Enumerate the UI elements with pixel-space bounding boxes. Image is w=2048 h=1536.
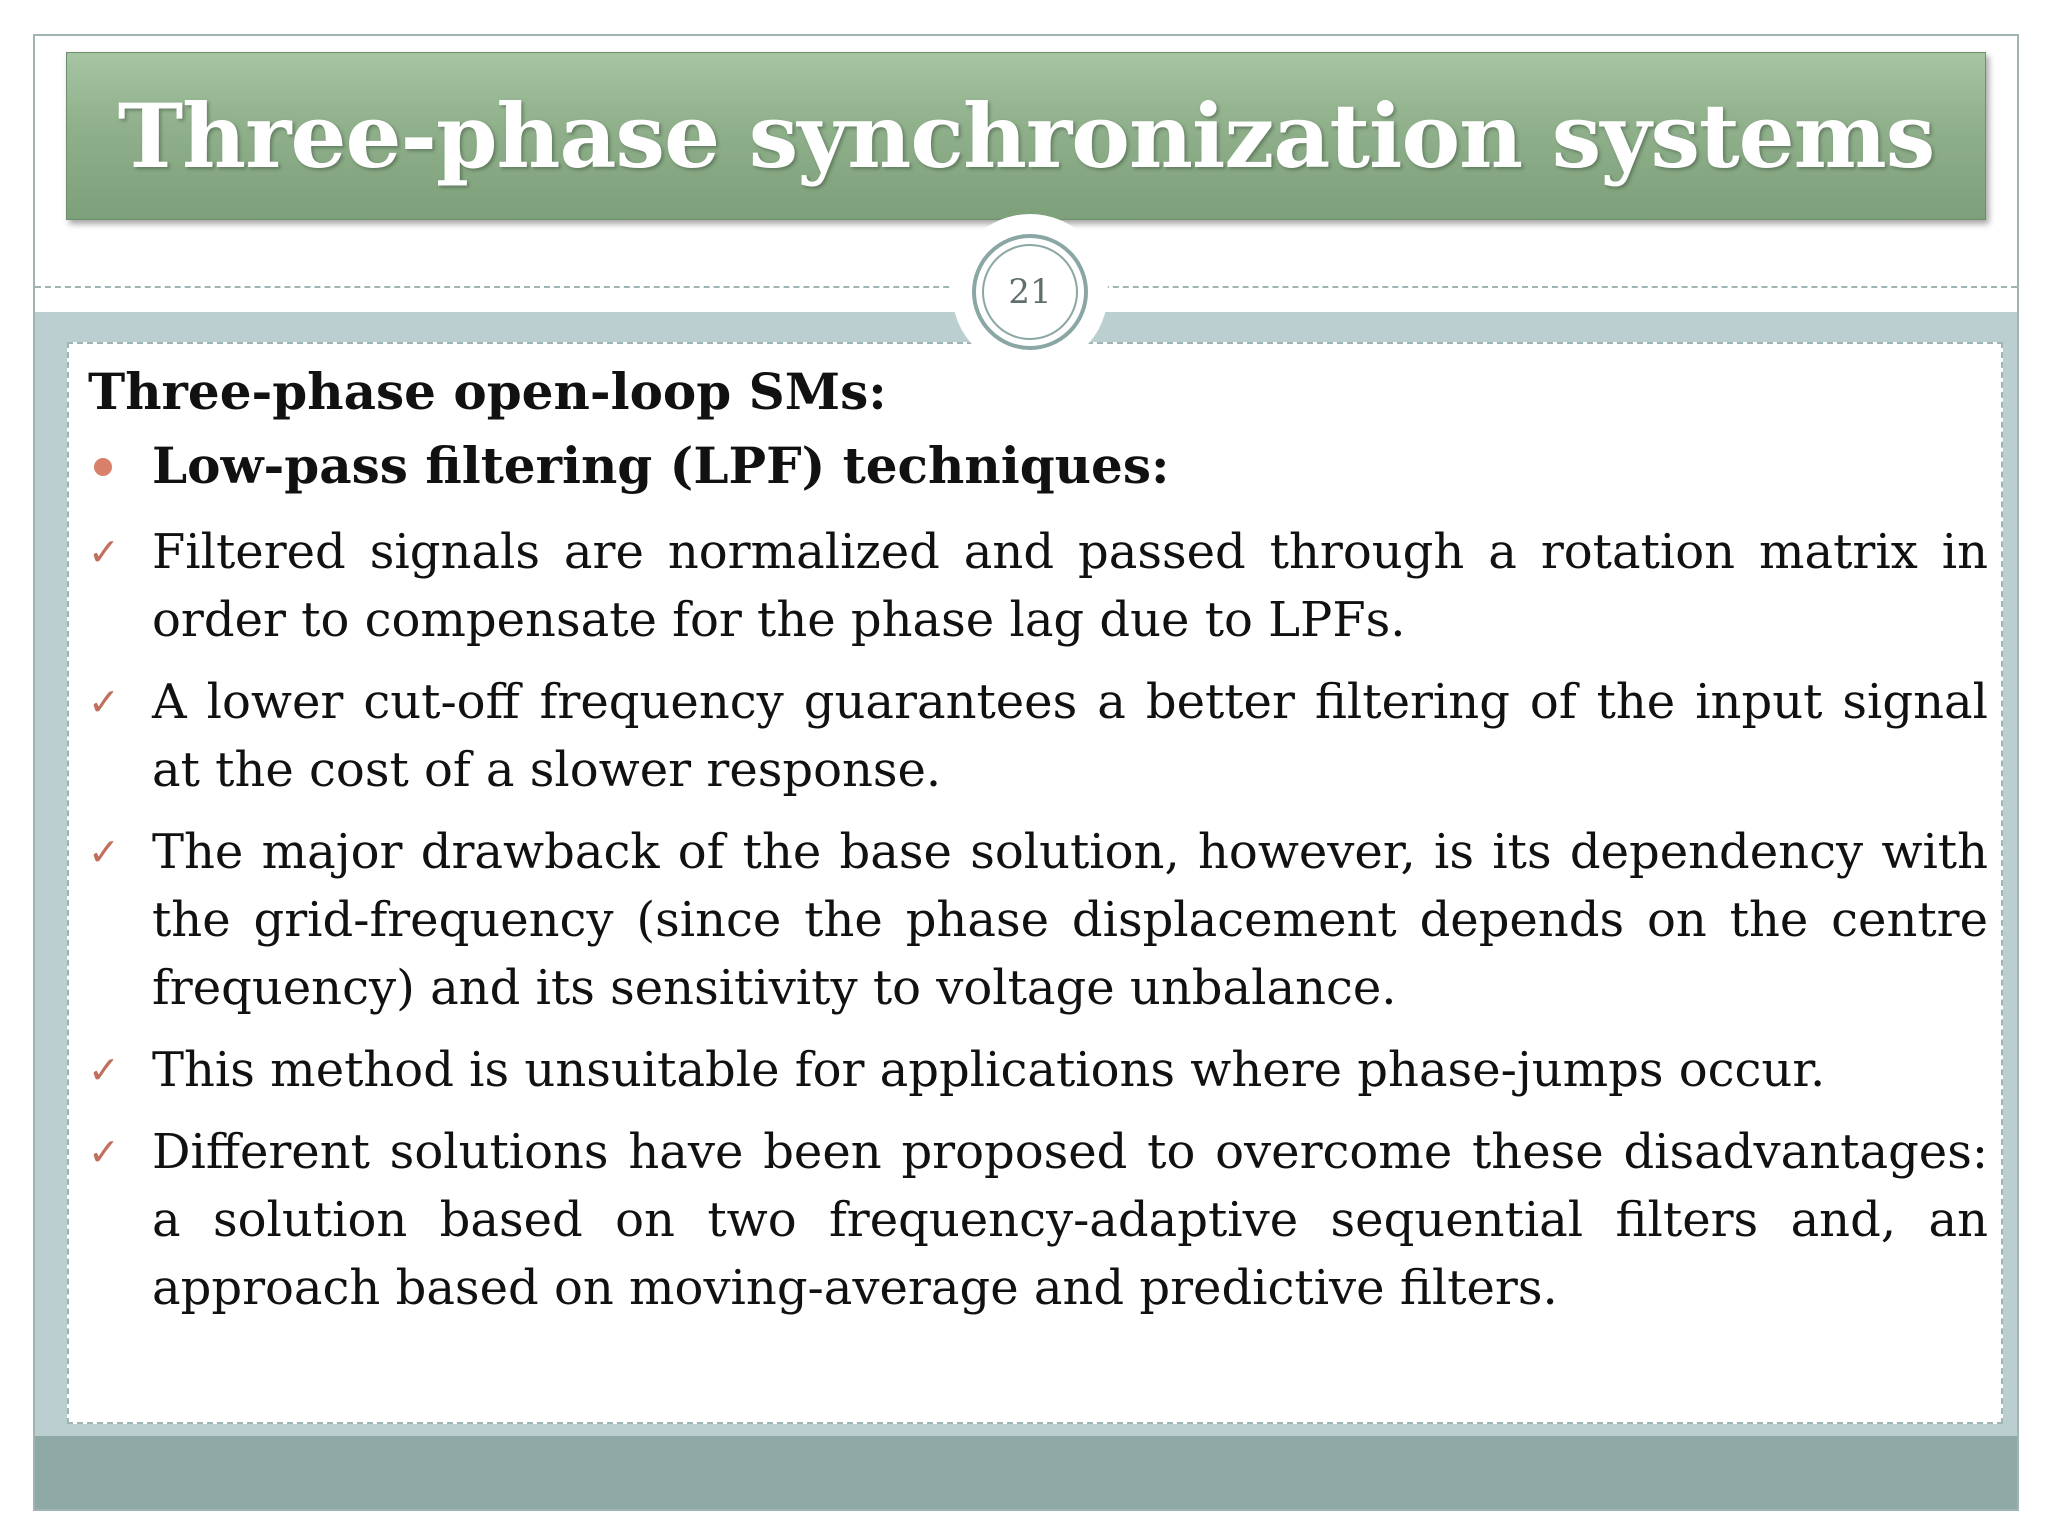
section-heading: Three-phase open-loop SMs: (88, 362, 887, 421)
check-item-text: Different solutions have been proposed to overcome these disadvantages: a solution based on two frequency-adaptive sequential filters and, an approach based on moving-average and predictive filters. (152, 1124, 1988, 1316)
check-item-text: The major drawback of the base solution, however, is its dependency with the grid-frequency (since the phase displacement depends on the centre frequency) and its sensitivity to voltage unbalance. (152, 824, 1988, 1016)
check-item-text: Filtered signals are normalized and passed through a rotation matrix in order to compensate for the phase lag due to LPFs. (152, 524, 1988, 648)
check-item-text: This method is unsuitable for applications where phase-jumps occur. (152, 1042, 1826, 1098)
checkmark-icon: ✓ (88, 1130, 120, 1174)
bullet-item (88, 428, 1988, 504)
footer-band (35, 1436, 2017, 1509)
page-number: 21 (982, 244, 1078, 340)
check-item (88, 818, 1988, 1022)
check-item (88, 518, 1988, 654)
checkmark-icon: ✓ (88, 680, 120, 724)
check-item-text: A lower cut-off frequency guarantees a better filtering of the input signal at the cost of a slower response. (152, 674, 1988, 798)
checkmark-icon: ✓ (88, 830, 120, 874)
check-item (88, 1036, 1988, 1104)
slide-content (88, 356, 1988, 1322)
bullet-dot-icon (94, 458, 112, 476)
title-banner (66, 52, 1986, 220)
slide-title: Three-phase synchronization systems (117, 84, 1935, 188)
checkmark-icon: ✓ (88, 530, 120, 574)
check-item (88, 668, 1988, 804)
page-number-badge (972, 234, 1088, 350)
checkmark-icon: ✓ (88, 1048, 120, 1092)
check-item (88, 1118, 1988, 1322)
bullet-label: Low-pass filtering (LPF) techniques: (152, 436, 1170, 495)
